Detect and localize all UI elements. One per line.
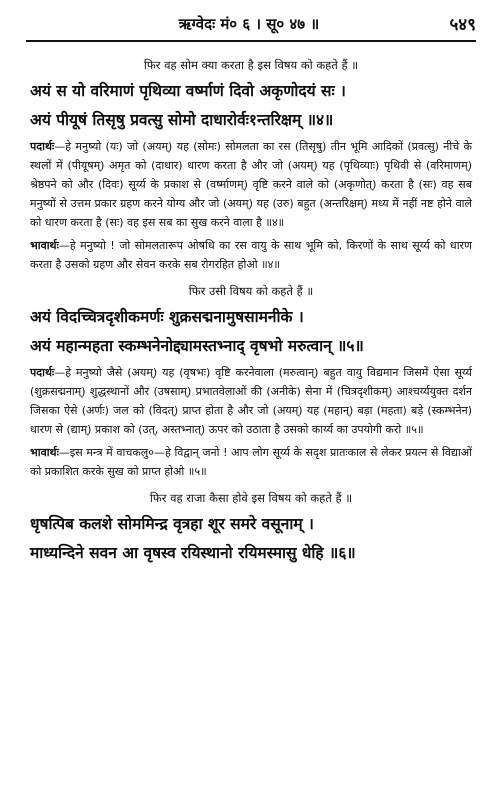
section3-verse-line1: धृषत्पिब कलशे सोममिन्द्र वृत्रहा शूर समरे वसूनाम् ।: [30, 515, 314, 533]
section2-padartha: [30, 363, 472, 439]
padartha-label: पदार्थः: [30, 366, 55, 379]
section1-verse-line1: अयं स यो वरिमाणं पृथिव्या वर्ष्माणं दिवो अकृणोदयं सः ।: [30, 82, 346, 100]
page-header: [0, 8, 498, 38]
section1-heading: फिर वह सोम क्या करता है इस विषय को कहते हैं ॥: [143, 58, 359, 72]
section2-heading: फिर उसी विषय को कहते हैं ॥: [188, 284, 314, 298]
bhavartha-text: —हे मनुष्यो ! जो सोमलतारूप ओषधि का रस वायु के साथ भूमि को, किरणों के साथ सूर्य्य को धारण करता है उसको ग्रहण और सेवन करके सब रोगरहित होओ ॥४॥: [30, 239, 472, 271]
section2-verse-line1: अयं विदच्चित्रदृशीकमर्णः शुक्रसद्मनामुषसामनीके ।: [30, 308, 304, 326]
section3-heading: फिर वह राजा कैसा होवे इस विषय को कहते हैं ॥: [149, 491, 353, 505]
section3-verse-line2: माध्यन्दिने सवन आ वृषस्व रयिस्थानो रयिमस्मासु धेहि ॥६॥: [30, 544, 356, 562]
running-title: ऋग्वेदः मं० ६ । सू० ४७ ॥: [178, 15, 320, 33]
page-number: ५४९: [449, 15, 476, 35]
bhavartha-label: भावार्थः: [30, 446, 59, 459]
section1-bhavartha: [30, 236, 472, 274]
bhavartha-label: भावार्थः: [30, 239, 59, 252]
page-content: [30, 58, 472, 570]
padartha-label: पदार्थः: [30, 140, 55, 153]
bhavartha-text: —इस मन्त्र में वाचकलु०—हे विद्वान् जनो ! आप लोग सूर्य्य के सदृश प्रातःकाल से लेकर प्रयत्न से विद्याओं को प्रकाशित करके सुख को प्राप्त होओ ॥५॥: [30, 446, 472, 478]
section2-bhavartha: [30, 443, 472, 481]
section1-padartha: [30, 137, 472, 232]
padartha-text: —हे मनुष्यो जैसे (अयम्) यह (वृषभः) वृष्टि करनेवाला (मरुत्वान्) बहुत वायु विद्यमान जिसमें ऐसा सूर्य्य (शुक्रसद्मनाम्) शुद्धस्थानों और (उषसाम्) प्रभातवेलाओं की (अनीके) सेना में (चित्रदृशीकम्) आश्चर्य्ययुक्त दर्शन जिसका ऐसे (अर्णः) जल को (विदत्) प्राप्त होता है और जो (अयम्) यह (महान्) बड़ा (महता) बड़े (स्कम्भनेन) धारण से (द्याम्) प्रकाश को (उत्, अस्तभ्नात्) ऊपर को उठाता है उसको कार्य्य का उपयोगी करो ॥५॥: [30, 366, 472, 436]
section2-verse-line2: अयं महान्महता स्कम्भनेनोद्द्यामस्तभ्नाद् वृषभो मरुत्वान् ॥५॥: [30, 337, 364, 355]
header-rule: [26, 40, 476, 42]
section1-verse-line2: अयं पीयूषं तिसृषु प्रवत्सु सोमो दाधारोर्वः१न्तरिक्षम् ॥४॥: [30, 111, 334, 129]
padartha-text: —हे मनुष्यो (यः) जो (अयम्) यह (सोमः) सोमलता का रस (तिसृषु) तीन भूमि आदिकों (प्रवत्सु) नीचे के स्थलों में (पीयूषम्) अमृत को (दाधार) धारण करता है और जो (अयम्) यह (पृथिव्याः) पृथिवी से (वरिमाणम्) श्रेष्ठपने को और (दिवः) सूर्य्य के प्रकाश से (वर्ष्माणम्) वृष्टि करने वाले को (अकृणोत्) करता है (सः) वह सब मनुष्यों से उत्तम प्रकार ग्रहण करने योग्य और जो (अयम्) यह (उरु) बहुत (अन्तरिक्षम्) मध्य में नहीं नष्ट होने वाले को धारण करता है (सः) वह इस सब का सुख करने वाला है ॥४॥: [30, 140, 472, 229]
